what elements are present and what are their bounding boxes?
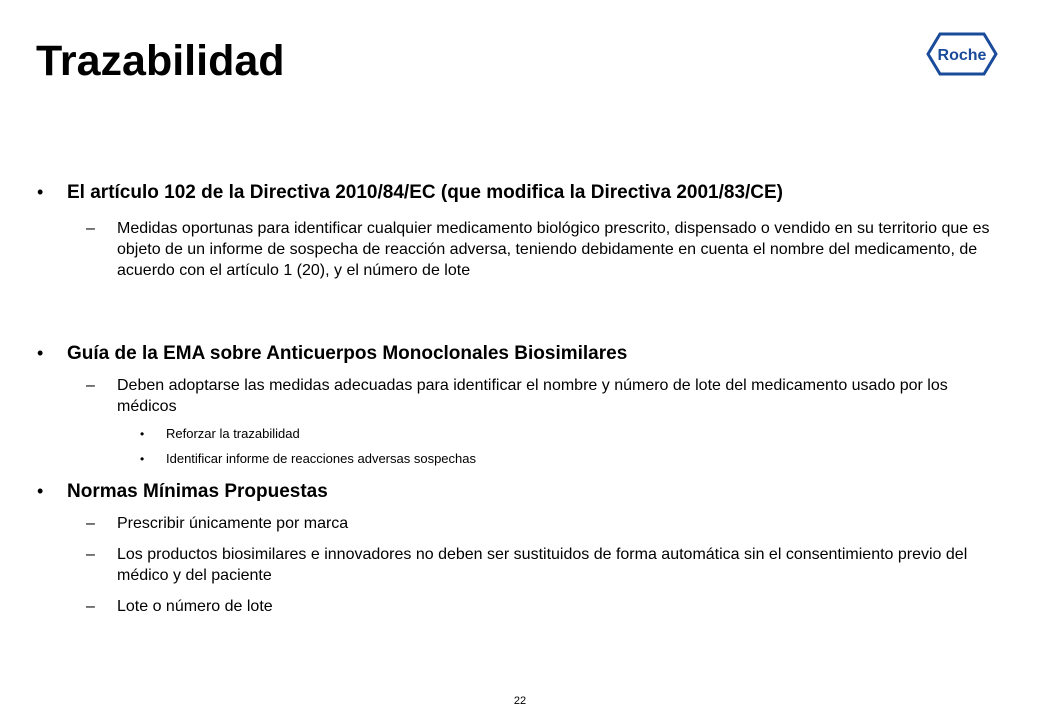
section-heading: El artículo 102 de la Directiva 2010/84/EC (que modifica la Directiva 2001/83/CE) (67, 182, 784, 203)
roche-logo (926, 31, 998, 77)
section-subitem: Reforzar la trazabilidad (166, 426, 300, 441)
section-item: Medidas oportunas para identificar cualquier medicamento biológico prescrito, dispensado o vendido en su territorio que es objeto de un informe de sospecha de reacción adversa, teniendo debidamente en cuenta el nombre del medicamento, de acuerdo con el artículo 1 (20), y el número de lote (117, 220, 990, 279)
logo-text: Roche (937, 47, 987, 64)
dash-icon: – (86, 220, 95, 237)
section-subitem: Identificar informe de reacciones adversas sospechas (166, 451, 476, 466)
section-item: Los productos biosimilares e innovadores no deben ser sustituidos de forma automática sin el consentimiento previo del médico y del paciente (117, 546, 968, 584)
section-item: Lote o número de lote (117, 598, 273, 615)
bullet-icon: • (37, 481, 44, 501)
bullet-icon: • (140, 427, 145, 441)
section-heading: Normas Mínimas Propuestas (67, 481, 328, 502)
dash-icon: – (86, 598, 95, 615)
bullet-icon: • (37, 343, 44, 363)
dash-icon: – (86, 377, 95, 394)
section-heading: Guía de la EMA sobre Anticuerpos Monoclonales Biosimilares (67, 343, 628, 364)
section-item: Deben adoptarse las medidas adecuadas para identificar el nombre y número de lote del medicamento usado por los médicos (117, 377, 948, 415)
page-number: 22 (513, 695, 527, 707)
dash-icon: – (86, 515, 95, 532)
slide-title: Trazabilidad (36, 37, 285, 85)
bullet-icon: • (37, 182, 44, 202)
section-item: Prescribir únicamente por marca (117, 515, 349, 532)
bullet-icon: • (140, 452, 145, 466)
dash-icon: – (86, 546, 95, 563)
